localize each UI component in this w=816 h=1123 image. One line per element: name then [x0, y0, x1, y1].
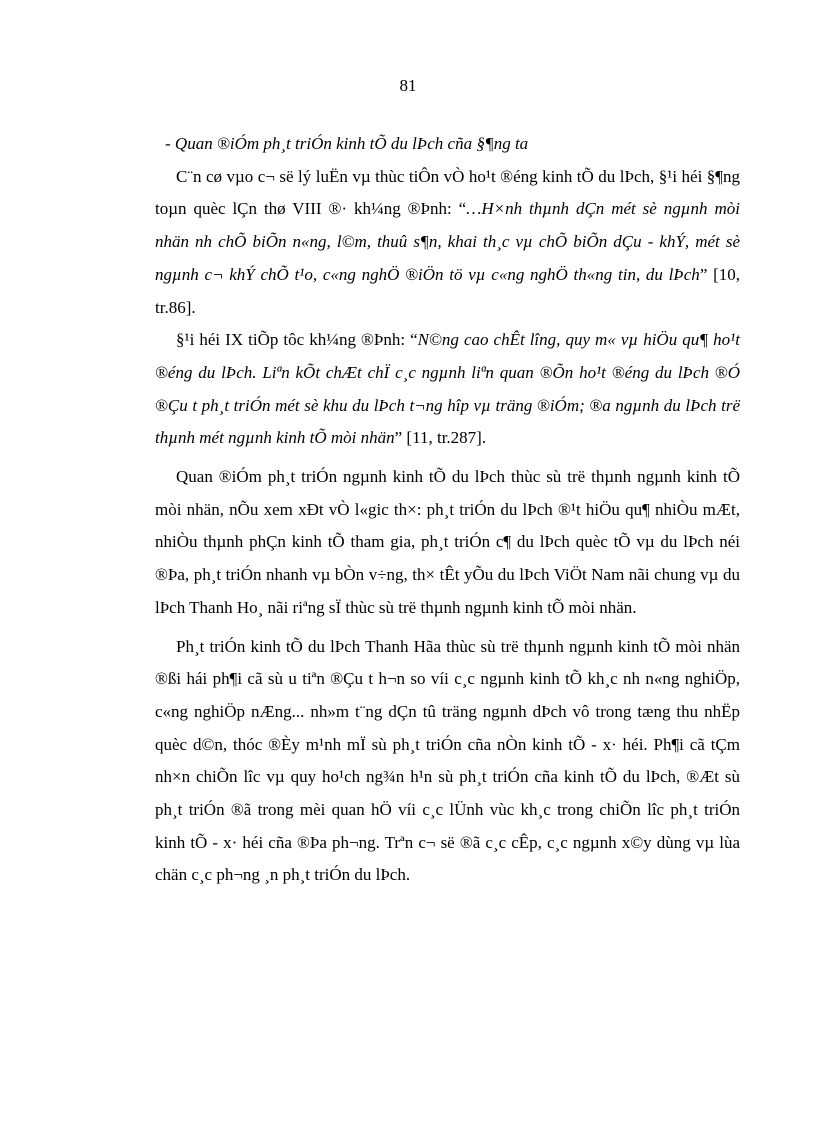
paragraph-2-quote: N©ng cao chÊt lîng, quy m« vµ hiÖu qu¶ ho¹t ®éng du lÞch. Liªn kÕt chÆt chÏ c¸c ngµnh liªn quan ®Õn ho¹t ®éng du lÞch ®Ó ®Çu t ph¸t triÓn mét sè khu du lÞch t¬ng hîp vµ träng ®iÓm; ®a ngµnh du lÞch trë thµnh mét ngµnh kinh tÕ mòi nhän [155, 330, 740, 448]
paragraph-2-citation: ” [11, tr.287]. [394, 428, 487, 448]
section-heading: - Quan ®iÓm ph¸t triÓn kinh tÕ du lÞch cña §¶ng ta [165, 134, 529, 153]
document-body [155, 128, 740, 892]
paragraph-2 [155, 324, 740, 455]
paragraph-1-citation: ” [10, tr.86]. [155, 264, 740, 317]
paragraph-4: Ph¸t triÓn kinh tÕ du lÞch Thanh Hãa thùc sù trë thµnh ngµnh kinh tÕ mòi nhän ®ßi hái ph¶i cã sù u tiªn ®Çu t h¬n so víi c¸c ngµnh kinh tÕ kh¸c nh n«ng nghiÖp, c«ng nghiÖp nÆng... nh»m t¨ng dÇn tû träng ngµnh dÞch vô trong tæng thu nhËp quèc d©n, thóc ®Èy m¹nh mÏ sù ph¸t triÓn cña nÒn kinh tÕ - x· héi. Ph¶i cã tÇm nh×n chiÕn lîc vµ quy ho¹ch ng¾n h¹n sù ph¸t triÓn cña kinh tÕ du lÞch, ®Æt sù ph¸t triÓn ®ã trong mèi quan hÖ víi c¸c lÜnh vùc kh¸c trong chiÕn lîc ph¸t triÓn kinh tÕ - x· héi cña ®Þa ph¬ng. Trªn c¬ së ®ã c¸c cÊp, c¸c ngµnh x©y dùng vµ lùa chän c¸c ph¬ng ¸n ph¸t triÓn du lÞch. [155, 636, 740, 885]
page-number: 81 [399, 76, 417, 95]
paragraph-1-quote: …H×nh thµnh dÇn mét sè ngµnh mòi nhän nh chÕ biÕn n«ng, l©m, thuû s¶n, khai th¸c vµ chÕ biÕn dÇu - khÝ, mét sè ngµnh c¬ khÝ chÕ t¹o, c«ng nghÖ ®iÖn tö vµ c«ng nghÖ th«ng tin, du lÞch [155, 199, 740, 284]
paragraph-1-lead: C¨n cø vµo c¬ së lý luËn vµ thùc tiÔn vÒ ho¹t ®éng kinh tÕ du lÞch, §¹i héi §¶ng toµn quèc lÇn thø VIII ®· kh¼ng ®Þnh: “ [155, 166, 740, 219]
paragraph-3: Quan ®iÓm ph¸t triÓn ngµnh kinh tÕ du lÞch thùc sù trë thµnh ngµnh kinh tÕ mòi nhän, nÕu xem xÐt vÒ l«gic th×: ph¸t triÓn du lÞch ®¹t hiÖu qu¶ nhiÒu mÆt, nhiÒu thµnh phÇn kinh tÕ tham gia, ph¸t triÓn c¶ du lÞch quèc tÕ vµ du lÞch néi ®Þa, ph¸t triÓn nhanh vµ bÒn v÷ng, th× tÊt yÕu du lÞch ViÖt Nam nãi chung vµ du lÞch Thanh Ho¸ nãi riªng sÏ thùc sù trë thµnh ngµnh kinh tÕ mòi nhän. [155, 467, 740, 617]
paragraph-1 [155, 161, 740, 325]
paragraph-2-lead: §¹i héi IX tiÕp tôc kh¼ng ®Þnh: “ [176, 330, 418, 350]
